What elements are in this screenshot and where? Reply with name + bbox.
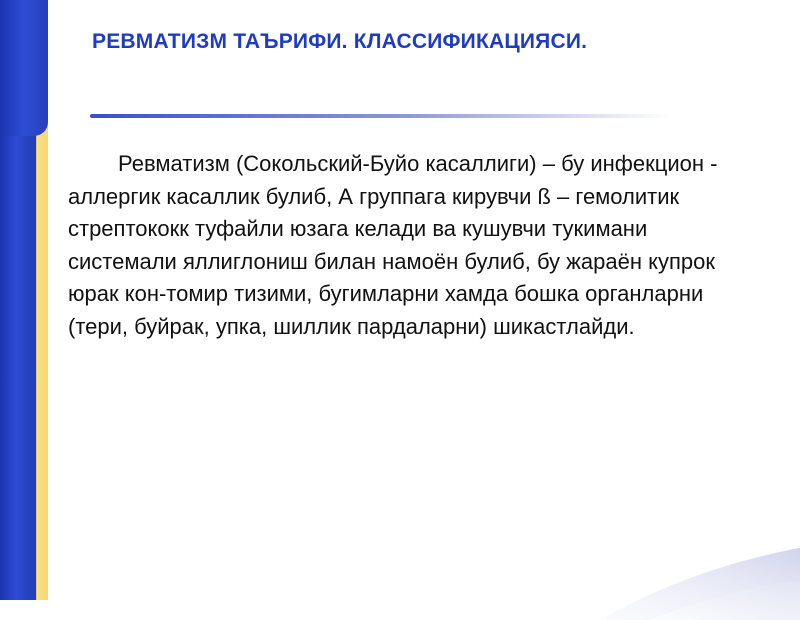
title-underline	[90, 114, 670, 118]
sidebar-blue-top-block	[0, 0, 48, 136]
slide-title: РЕВМАТИЗМ ТАЪРИФИ. КЛАССИФИКАЦИЯСИ.	[92, 30, 588, 53]
slide-body-text: Ревматизм (Сокольский-Буйо касаллиги) – бу инфекцион - аллергик касаллик булиб, А группага кирувчи ß – гемолитик стрептококк туфайли юзага келади ва кушувчи тукимани системали яллиглониш билан намоён булиб, бу жараён купрок юрак кон-томир тизими, бугимларни хамда бошка органларни (тери, буйрак, упка, шиллик пардаларни) шикастлайди.	[68, 151, 718, 339]
sidebar-divider	[36, 136, 37, 600]
decorative-swoosh	[560, 500, 800, 620]
